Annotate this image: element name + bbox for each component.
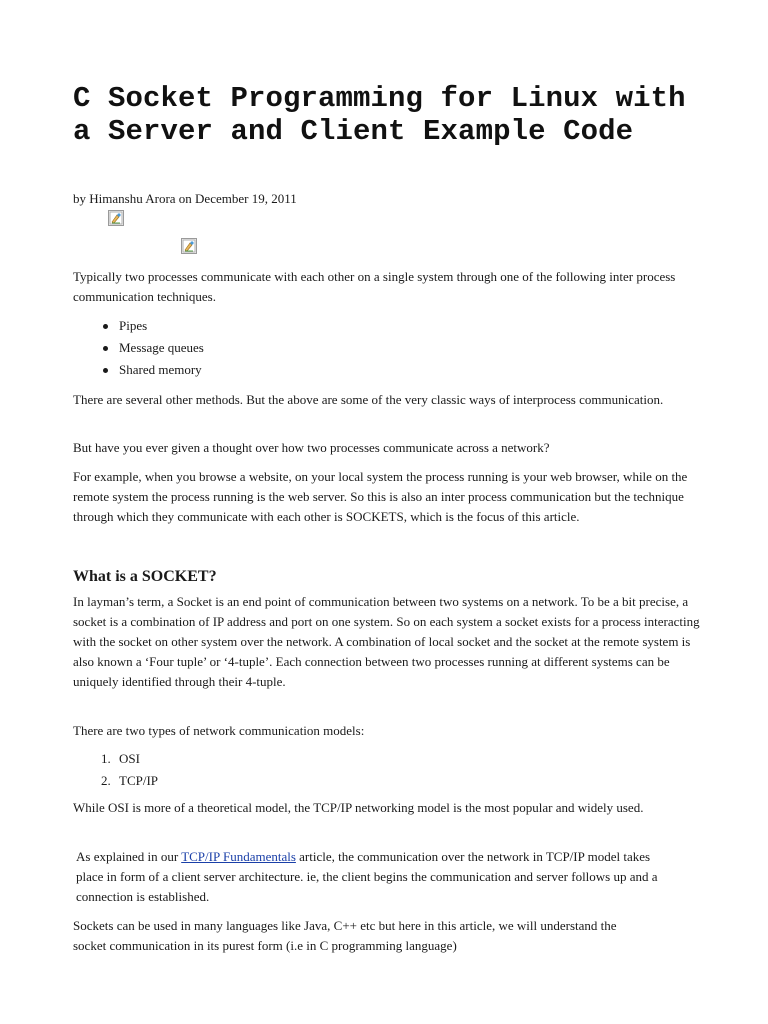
socket-definition-paragraph: In layman’s term, a Socket is an end point of communication between two systems on a network. To be a bit precise, a socket is a combination of IP address and port on one system. So on each system a socket exists for a process interacting with the socket on other system over the network. A combination of local socket and the socket at the remote system is also known a ‘Four tuple’ or ‘4-tuple’. Each connection between two processes running at different systems can be uniquely identified through their 4-tuple. [73, 594, 700, 689]
models-list [73, 748, 158, 792]
list-item [73, 748, 158, 770]
list-item: Message queues [73, 337, 204, 359]
models-comment-paragraph: While OSI is more of a theoretical model, the TCP/IP networking model is the most popular and widely used. [73, 800, 644, 815]
list-item-number: 1. [101, 751, 111, 766]
explained-prefix: As explained in our [76, 849, 182, 864]
other-methods-paragraph: There are several other methods. But the above are some of the very classic ways of interprocess communication. [73, 392, 664, 407]
article-byline: by Himanshu Arora on December 19, 2011 [73, 191, 297, 206]
list-item-number: 2. [101, 773, 111, 788]
article-title: C Socket Programming for Linux with a Server and Client Example Code [73, 82, 686, 148]
list-item: Pipes [73, 315, 204, 337]
list-item-label: TCP/IP [119, 773, 159, 788]
broken-image-icon [181, 238, 197, 254]
list-item-label: OSI [119, 751, 140, 766]
intro-paragraph: Typically two processes communicate with each other on a single system through one of the following inter process communication techniques. [73, 269, 676, 304]
explained-suffix: article, the communication over the network in TCP/IP model takes place in form of a client server architecture. ie, the client begins the communication and server follows up and a connection is established. [76, 849, 658, 904]
example-paragraph: For example, when you browse a website, on your local system the process running is your web browser, while on the remote system the process running is the web server. So this is also an inter process communication but the technique through which they communicate with each other is SOCKETS, which is the focus of this article. [73, 469, 688, 524]
broken-image-icon [108, 210, 124, 226]
ipc-techniques-list [73, 315, 204, 381]
tcpip-fundamentals-link[interactable]: TCP/IP Fundamentals [181, 849, 296, 864]
explained-paragraph [76, 847, 676, 907]
list-item: Shared memory [73, 359, 204, 381]
list-item [73, 770, 158, 792]
languages-paragraph: Sockets can be used in many languages like Java, C++ etc but here in this article, we will understand the socket communication in its purest form (i.e in C programming language) [73, 918, 617, 953]
section-heading: What is a SOCKET? [73, 568, 217, 585]
network-question-paragraph: But have you ever given a thought over how two processes communicate across a network? [73, 440, 550, 455]
models-intro-paragraph: There are two types of network communication models: [73, 723, 365, 738]
